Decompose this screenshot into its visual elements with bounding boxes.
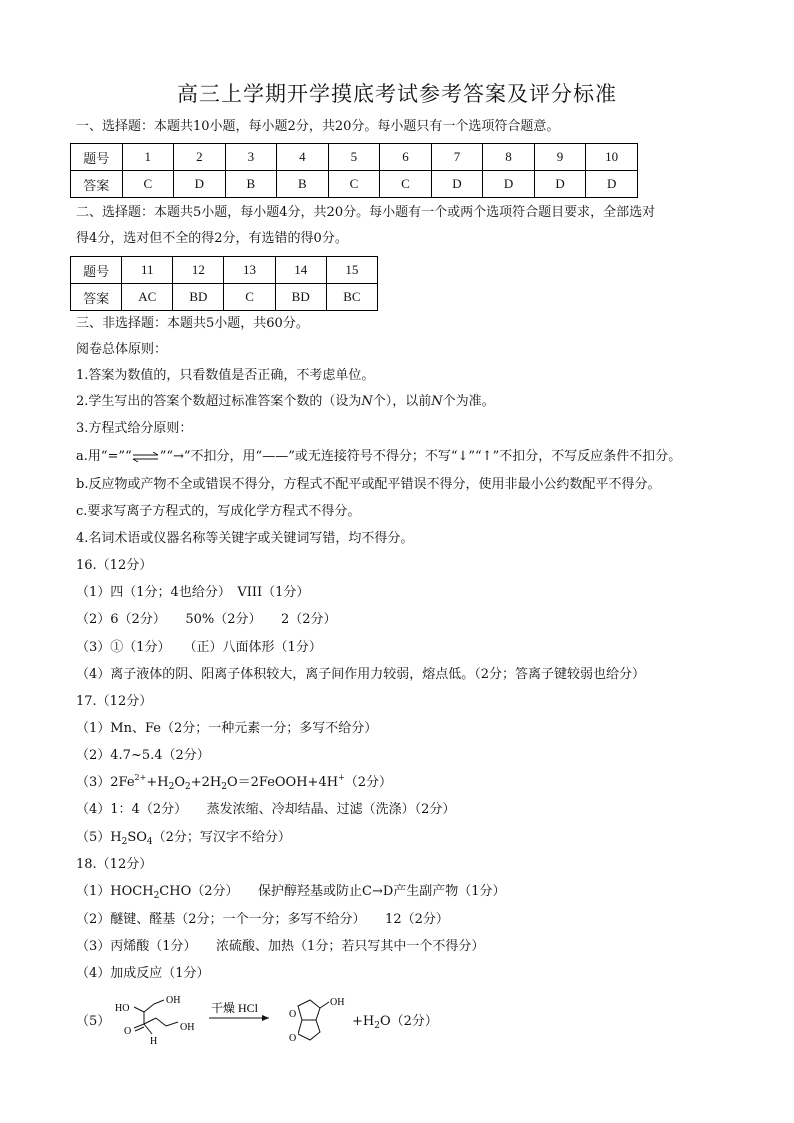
principle-3a-part2: ”“→”不扣分，用“——”或无连接符号不得分；不写“↓”“↑”不扣分，不写反应条件不扣分。 — [159, 449, 682, 464]
q18-l5-tail-text: +H — [352, 1014, 375, 1029]
table-cell: 12 — [173, 257, 224, 284]
table-cell: C — [380, 171, 432, 198]
q17-l3-text: O — [174, 775, 185, 790]
mol-label-o: O — [124, 1026, 132, 1037]
bond — [135, 1027, 144, 1031]
q18-line4: （4）加成反应（1分） — [76, 966, 210, 981]
table-cell: C — [122, 171, 174, 198]
product-structure — [282, 988, 352, 1050]
q17-l5-text: （5）H — [76, 830, 122, 845]
q18-l5-tail-text: O（2分） — [379, 1014, 438, 1029]
principle-2-part-c: 个为准。 — [442, 394, 495, 409]
bond — [166, 1022, 178, 1026]
reagent-label: 干燥 HCl — [211, 1001, 259, 1015]
mol-label-o: O — [289, 1033, 297, 1044]
q18-heading: 18.（12分） — [76, 857, 153, 872]
bond — [156, 1018, 166, 1026]
q17-line3 — [76, 774, 392, 792]
q17-heading: 17.（12分） — [76, 694, 153, 709]
q18-line3: （3）丙烯酸（1分） 浓硫酸、加热（1分；若只写其中一个不得分） — [76, 939, 485, 954]
row-label-cell: 题号 — [71, 144, 123, 171]
table-cell: 1 — [122, 144, 174, 171]
principle-3a-part1: a.用“=”“ — [76, 449, 132, 464]
table-cell: 4 — [277, 144, 329, 171]
table-cell: 7 — [431, 144, 483, 171]
principle-3: 3.方程式给分原则： — [76, 421, 193, 436]
table-cell: 11 — [122, 257, 173, 284]
table-cell: 15 — [326, 257, 377, 284]
table-row-numbers — [71, 144, 638, 171]
q16-line2: （2）6（2分） 50%（2分） 2（2分） — [76, 612, 337, 627]
table-cell: BC — [326, 284, 377, 311]
q17-line4: （4）1：4（2分） 蒸发浓缩、冷却结晶、过滤（洗涤）（2分） — [76, 802, 456, 817]
subscript: 2 — [153, 891, 160, 901]
table-row-answers — [71, 284, 378, 311]
charge-superscript: + — [338, 773, 345, 782]
row-label-cell: 题号 — [71, 257, 122, 284]
ring-bottom — [298, 1020, 320, 1040]
table-cell: D — [483, 171, 535, 198]
bond — [144, 1004, 154, 1012]
table-cell: 10 — [586, 144, 638, 171]
principles-title: 阅卷总体原则： — [76, 342, 168, 357]
section2-heading-line2: 得4分，选对但不全的得2分，有选错的得0分。 — [76, 231, 348, 246]
q16-line4: （4）离子液体的阴、阳离子体积较大，离子间作用力较弱，熔点低。（2分；答离子键较弱也给分） — [76, 667, 646, 682]
subscript: 2 — [168, 782, 175, 792]
table-cell: 13 — [224, 257, 275, 284]
mol-label-oh: OH — [180, 1022, 195, 1033]
q16-line1: （1）四（1分；4也给分） VIII（1分） — [76, 585, 310, 600]
q17-l3-text: （2分） — [344, 775, 393, 790]
reactant-structure — [112, 990, 202, 1050]
table-cell: AC — [122, 284, 173, 311]
table-cell: BD — [173, 284, 224, 311]
charge-superscript: 2+ — [134, 773, 147, 782]
q18-l1-text: CHO（2分） 保护醇羟基或防止C→D产生副产物（1分） — [159, 884, 506, 899]
q17-l3-text: O＝2FeOOH+4H — [226, 775, 339, 790]
mol-label-h: H — [150, 1036, 158, 1047]
equilibrium-arrow-icon — [132, 451, 160, 463]
q18-line2: （2）醚键、醛基（2分；一个一分；多写不给分） 12（2分） — [76, 912, 449, 927]
principle-2 — [76, 393, 495, 411]
principle-3c: c.要求写离子方程式的，写成化学方程式不得分。 — [76, 504, 361, 519]
subscript: 2 — [374, 1021, 380, 1031]
principle-2-n: N — [431, 394, 443, 409]
row-label-cell: 答案 — [71, 171, 123, 198]
bond — [144, 1018, 156, 1024]
table-cell: B — [277, 171, 329, 198]
table-cell: 3 — [225, 144, 277, 171]
reaction-arrow — [205, 1000, 275, 1024]
table-cell: D — [586, 171, 638, 198]
section2-answer-table — [70, 256, 378, 311]
principle-3a — [76, 448, 681, 466]
q18-line5-tail — [352, 1013, 438, 1031]
table-cell: D — [174, 171, 226, 198]
q16-heading: 16.（12分） — [76, 558, 153, 573]
table-cell: 6 — [380, 144, 432, 171]
q17-line2: （2）4.7~5.4（2分） — [76, 748, 210, 763]
table-cell: D — [534, 171, 586, 198]
ring-top — [298, 1000, 320, 1020]
q17-line1: （1）Mn、Fe（2分；一种元素一分；多写不给分） — [76, 721, 378, 736]
table-cell: 5 — [328, 144, 380, 171]
table-cell: 14 — [275, 257, 326, 284]
principle-2-part-a: 2.学生写出的答案个数超过标准答案个数的（设为 — [76, 394, 362, 409]
table-cell: C — [224, 284, 275, 311]
q17-l3-text: +H — [146, 775, 169, 790]
table-cell: 9 — [534, 144, 586, 171]
q18-line5-label: （5） — [76, 1014, 111, 1029]
table-cell: D — [431, 171, 483, 198]
bond — [144, 1024, 152, 1034]
table-cell: C — [328, 171, 380, 198]
q17-l3-text: +2H — [190, 775, 222, 790]
q16-line3: （3）①（1分） （正）八面体形（1分） — [76, 640, 322, 655]
bond — [154, 1000, 164, 1004]
bond — [320, 1002, 329, 1008]
mol-label-oh: OH — [166, 995, 181, 1006]
mol-label-o: O — [289, 1009, 297, 1020]
bond — [134, 1007, 144, 1012]
table-row-answers — [71, 171, 638, 198]
section2-heading-line1: 二、选择题：本题共5小题，每小题4分，共20分。每小题有一个或两个选项符合题目要求，全部选对 — [76, 205, 656, 220]
page-title: 高三上学期开学摸底考试参考答案及评分标准 — [177, 82, 617, 106]
table-cell: 8 — [483, 144, 535, 171]
section3-heading: 三、非选择题：本题共5小题，共60分。 — [76, 316, 309, 331]
table-cell: 2 — [174, 144, 226, 171]
section1-heading: 一、选择题：本题共10小题，每小题2分，共20分。每小题只有一个选项符合题意。 — [76, 119, 560, 134]
q17-line5 — [76, 829, 291, 847]
principle-3b: b.反应物或产物不全或错误不得分，方程式不配平或配平错误不得分，使用非最小公约数配平不得分。 — [76, 477, 661, 492]
table-cell: BD — [275, 284, 326, 311]
mol-label-ho: HO — [115, 1003, 130, 1014]
arrow-head-icon — [262, 1015, 269, 1021]
principle-2-n: N — [361, 394, 373, 409]
q18-line1 — [76, 883, 506, 901]
mol-label-oh: OH — [330, 997, 345, 1008]
subscript: 2 — [121, 837, 128, 847]
q17-l3-text: （3）2Fe — [76, 775, 135, 790]
table-row-numbers — [71, 257, 378, 284]
subscript: 4 — [146, 837, 153, 847]
principle-2-part-b: 个），以前 — [372, 394, 432, 409]
principle-4: 4.名词术语或仪器名称等关键字或关键词写错，均不得分。 — [76, 531, 414, 546]
subscript: 2 — [184, 782, 191, 792]
principle-1: 1.答案为数值的，只看数值是否正确，不考虑单位。 — [76, 368, 375, 383]
section1-answer-table — [70, 143, 638, 198]
subscript: 2 — [221, 782, 227, 792]
q17-l5-text: （2分；写汉字不给分） — [152, 830, 291, 845]
q17-l5-text: SO — [127, 830, 147, 845]
table-cell: B — [225, 171, 277, 198]
row-label-cell: 答案 — [71, 284, 122, 311]
q18-l1-text: （1）HOCH — [76, 884, 154, 899]
